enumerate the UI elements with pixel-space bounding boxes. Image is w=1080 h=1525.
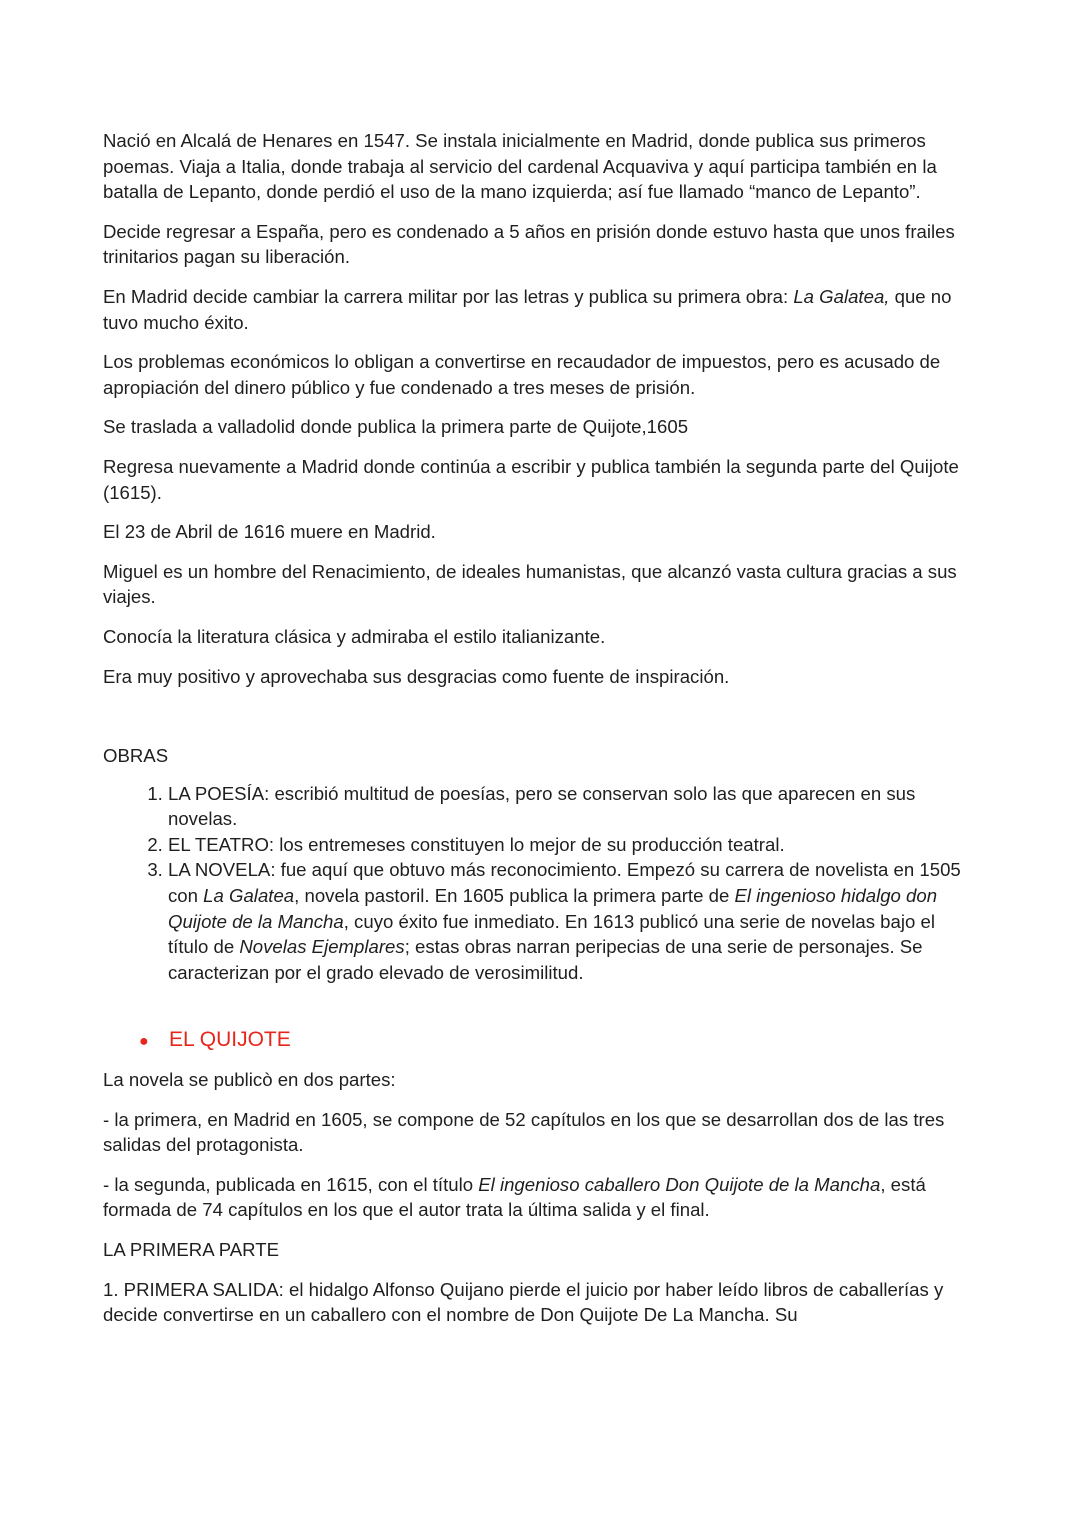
bio-paragraph-2: Decide regresar a España, pero es condenado a 5 años en prisión donde estuvo hasta que unos frailes trinitarios pagan su liberación. — [103, 220, 955, 268]
bio-paragraph-1: Nació en Alcalá de Henares en 1547. Se instala inicialmente en Madrid, donde publica sus primeros poemas. Viaja a Italia, donde trabaja al servicio del cardenal Acquaviva y aquí participa también en la batalla de Lepanto, donde perdió el uso de la mano izquierda; así fue llamado “manco de Lepanto”. — [103, 130, 937, 203]
quijote-heading: EL QUIJOTE — [169, 1028, 291, 1052]
bullet-icon: ● — [139, 1033, 149, 1051]
bio-paragraph-10: Era muy positivo y aprovechaba sus desgracias como fuente de inspiración. — [103, 665, 730, 687]
galatea-title: La Galatea — [203, 885, 295, 907]
quijote-part-2 — [103, 1172, 978, 1223]
bio-paragraph-3 — [103, 284, 978, 335]
obras-item-novela — [168, 857, 978, 985]
quijote-title: El ingenioso hidalgo don Quijote de la Mancha — [168, 885, 938, 932]
novela-text-a: LA NOVELA: fue aquí que obtuvo más reconocimiento. Empezó su carrera de novelista en 1505 con — [168, 859, 961, 907]
bio-paragraph-3-text-a: En Madrid decide cambiar la carrera militar por las letras y publica su primera obra: — [103, 285, 794, 307]
obras-item-teatro: 2. EL TEATRO: los entremeses constituyen lo mejor de su producción teatral. — [168, 832, 978, 858]
part-2-text-a: - la segunda, publicada en 1615, con el título — [103, 1173, 479, 1195]
spacer — [103, 703, 978, 743]
primera-parte-heading: LA PRIMERA PARTE — [103, 1239, 280, 1260]
novelas-ejemplares-title: Novelas Ejemplares — [239, 936, 405, 958]
bio-paragraph-9: Conocía la literatura clásica y admiraba el estilo italianizante. — [103, 625, 606, 647]
quijote-intro: La novela se publicò en dos partes: — [103, 1069, 396, 1091]
novela-text-b: , novela pastoril. En 1605 publica la primera parte de — [294, 885, 735, 907]
obras-heading: OBRAS — [103, 745, 169, 767]
spacer — [103, 985, 978, 1027]
novela-text-d: ; estas obras narran peripecias de una serie de personajes. Se caracterizan por el grado elevado de verosimilitud. — [168, 936, 923, 983]
quijote-second-title: El ingenioso caballero Don Quijote de la Mancha — [478, 1173, 881, 1195]
bio-paragraph-8: Miguel es un hombre del Renacimiento, de ideales humanistas, que alcanzó vasta cultura gracias a sus viajes. — [103, 560, 957, 608]
quijote-part-1: - la primera, en Madrid en 1605, se compone de 52 capítulos en los que se desarrollan dos de las tres salidas del protagonista. — [103, 1108, 945, 1156]
galatea-title: La Galatea, — [793, 285, 890, 307]
document-page — [103, 128, 978, 1342]
novela-text-c: , cuyo éxito fue inmediato. En 1613 publicó una serie de novelas bajo el título de — [168, 910, 935, 958]
part-2-text-b: , está formada de 74 capítulos en los que el autor trata la última salida y el final. — [103, 1173, 926, 1221]
primera-salida: 1. PRIMERA SALIDA: el hidalgo Alfonso Quijano pierde el juicio por haber leído libros de caballerías y decide convertirse en un caballero con el nombre de Don Quijote De La Mancha. Su — [103, 1278, 944, 1326]
bio-paragraph-6: Regresa nuevamente a Madrid donde continúa a escribir y publica también la segunda parte del Quijote (1615). — [103, 455, 959, 503]
bio-paragraph-7: El 23 de Abril de 1616 muere en Madrid. — [103, 521, 436, 543]
obras-item-poesia: 1. LA POESÍA: escribió multitud de poesías, pero se conservan solo las que aparecen en sus novelas. — [168, 781, 978, 832]
bio-paragraph-4: Los problemas económicos lo obligan a convertirse en recaudador de impuestos, pero es acusado de apropiación del dinero público y fue condenado a tres meses de prisión. — [103, 351, 941, 398]
obras-list — [103, 781, 978, 986]
quijote-section-title — [139, 1027, 978, 1055]
bio-paragraph-3-text-b: que no tuvo mucho éxito. — [103, 285, 952, 333]
bio-paragraph-5: Se traslada a valladolid donde publica la primera parte de Quijote,1605 — [103, 416, 689, 438]
